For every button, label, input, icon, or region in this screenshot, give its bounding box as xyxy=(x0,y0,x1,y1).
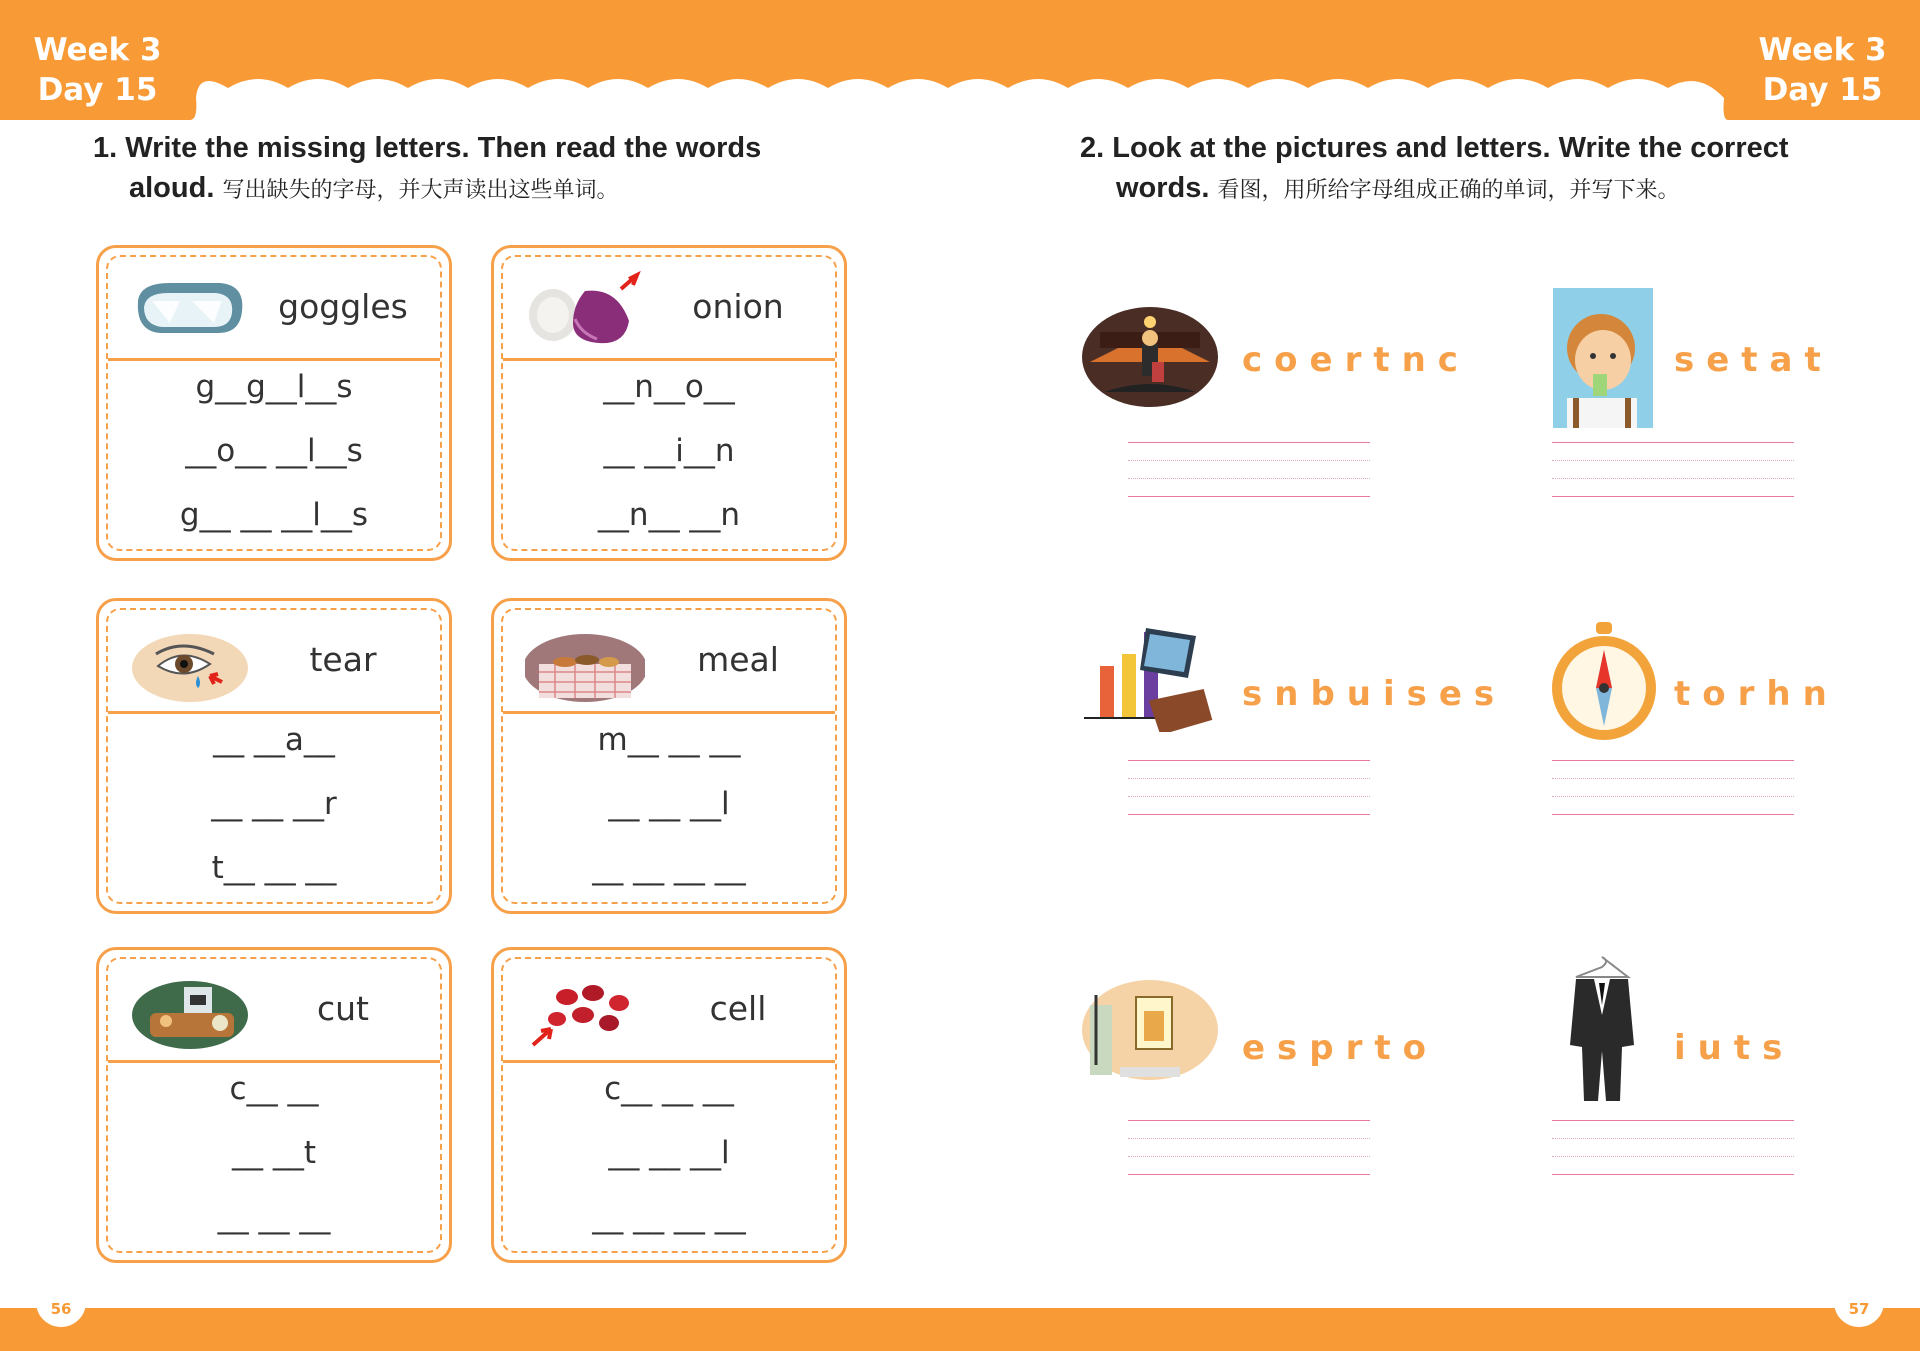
card-dashed-border xyxy=(501,957,837,1253)
word-card-goggles xyxy=(96,245,452,561)
card-word: goggles xyxy=(278,287,408,326)
card-word: cut xyxy=(317,989,369,1028)
blank-line-1[interactable]: __n__o__ xyxy=(603,369,735,405)
scrambled-letters: snbuises xyxy=(1242,674,1507,714)
scrambled-letters: coertnc xyxy=(1242,340,1470,380)
cutting-board-icon xyxy=(130,973,250,1057)
blank-line-2[interactable]: __ __ __l xyxy=(608,1135,730,1171)
blank-line-3[interactable]: g__ __ __l__s xyxy=(179,497,369,533)
card-divider xyxy=(108,1060,440,1063)
card-dashed-border xyxy=(501,608,837,904)
answer-write-lines[interactable] xyxy=(1128,1120,1370,1180)
blank-line-1[interactable]: m__ __ __ xyxy=(597,722,741,758)
instruction-chinese: 看图，用所给字母组成正确的单词，并写下来。 xyxy=(1217,178,1680,203)
word-card-tear xyxy=(96,598,452,914)
scrambled-letters: setat xyxy=(1674,340,1833,380)
compass-icon xyxy=(1544,622,1664,742)
week-text: Week 3 xyxy=(1758,32,1887,68)
answer-write-lines[interactable] xyxy=(1552,442,1794,502)
blank-line-3[interactable]: __ __ __ __ xyxy=(592,1199,746,1235)
week-day-label-left xyxy=(20,30,175,110)
blank-line-2[interactable]: __o__ __l__s xyxy=(185,433,363,469)
card-divider xyxy=(503,358,835,361)
scrambled-letters: iuts xyxy=(1674,1028,1795,1068)
word-card-onion xyxy=(491,245,847,561)
card-dashed-border xyxy=(106,608,442,904)
tearing-eye-icon xyxy=(130,624,250,708)
word-card-meal xyxy=(491,598,847,914)
blank-line-3[interactable]: __n__ __n xyxy=(597,497,741,533)
card-dashed-border xyxy=(501,255,837,551)
blank-line-3[interactable]: t__ __ __ xyxy=(211,850,337,886)
card-word: tear xyxy=(309,640,377,679)
card-divider xyxy=(108,711,440,714)
blank-line-2[interactable]: __ __ __l xyxy=(608,786,730,822)
blank-line-1[interactable]: c__ __ xyxy=(229,1071,319,1107)
blank-line-2[interactable]: __ __ __r xyxy=(211,786,337,822)
instruction-chinese: 写出缺失的字母，并大声读出这些单词。 xyxy=(222,178,619,203)
goggles-icon xyxy=(130,271,250,355)
week-day-label-right xyxy=(1745,30,1900,110)
week-text: Week 3 xyxy=(33,32,162,68)
blank-line-3[interactable]: __ __ __ __ xyxy=(592,850,746,886)
answer-write-lines[interactable] xyxy=(1128,442,1370,502)
header-band xyxy=(0,0,1920,120)
exercise-1-instruction xyxy=(93,128,853,211)
page-number-left: 56 xyxy=(36,1297,86,1327)
card-dashed-border xyxy=(106,255,442,551)
instruction-text: 2. Look at the pictures and letters. Write the correct xyxy=(1080,132,1789,164)
card-word: onion xyxy=(692,287,784,326)
instruction-text-2: words. xyxy=(1116,172,1210,204)
meal-table-icon xyxy=(525,624,645,708)
card-word: meal xyxy=(697,640,779,679)
instruction-text: 1. Write the missing letters. Then read the words xyxy=(93,132,762,164)
exercise-2-instruction xyxy=(1080,128,1880,211)
blank-line-2[interactable]: __ __t xyxy=(231,1135,316,1171)
answer-write-lines[interactable] xyxy=(1552,760,1794,820)
card-dashed-border xyxy=(106,957,442,1253)
blank-line-3[interactable]: __ __ __ xyxy=(217,1199,331,1235)
boy-tasting-icon xyxy=(1553,288,1653,428)
blank-line-1[interactable]: c__ __ __ xyxy=(604,1071,734,1107)
footer-band xyxy=(0,1308,1920,1351)
concert-stage-icon xyxy=(1080,302,1220,412)
answer-write-lines[interactable] xyxy=(1128,760,1370,820)
card-divider xyxy=(503,711,835,714)
scrambled-letters: esprto xyxy=(1242,1028,1439,1068)
instruction-text-2: aloud. xyxy=(129,172,215,204)
poster-on-wall-icon xyxy=(1080,975,1220,1085)
business-chart-laptop-icon xyxy=(1082,622,1222,732)
blank-line-1[interactable]: __ __a__ xyxy=(213,722,335,758)
word-card-cell xyxy=(491,947,847,1263)
blank-line-2[interactable]: __ __i__n xyxy=(603,433,735,469)
answer-write-lines[interactable] xyxy=(1552,1120,1794,1180)
day-text: Day 15 xyxy=(37,72,158,108)
word-card-cut xyxy=(96,947,452,1263)
blank-line-1[interactable]: g__g__l__s xyxy=(195,369,353,405)
card-divider xyxy=(108,358,440,361)
day-text: Day 15 xyxy=(1762,72,1883,108)
red-cells-icon xyxy=(525,973,645,1057)
scrambled-letters: torhn xyxy=(1674,674,1839,714)
onion-icon xyxy=(525,271,645,355)
page-number-right: 57 xyxy=(1834,1297,1884,1327)
suit-on-hanger-icon xyxy=(1566,955,1638,1105)
card-word: cell xyxy=(709,989,767,1028)
card-divider xyxy=(503,1060,835,1063)
